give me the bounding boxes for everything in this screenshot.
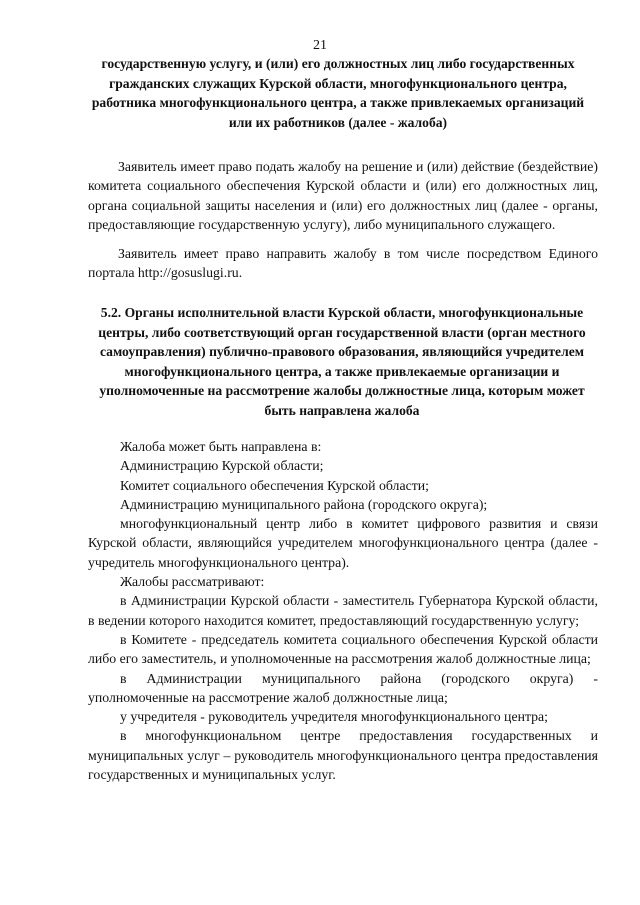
list-item: в Администрации муниципального района (городского округа) - уполномоченные на рассмотрение жалоб должностные лица; [88, 670, 598, 705]
paragraph-portal: Заявитель имеет право направить жалобу в том числе посредством Единого портала http://gosuslugi.ru. [88, 246, 598, 281]
section-heading-5-2: 5.2. Органы исполнительной власти Курской области, многофункциональные центры, либо соответствующий орган государственной власти (орган местного самоуправления) публично-правового образования, являющийся учредителем многофункционального центра, а также привлекаемые организации и уполномоченные на рассмотрение жалобы должностные лица, которым может быть направлена жалоба [98, 305, 586, 418]
list-item: у учредителя - руководитель учредителя многофункционального центра; [120, 709, 549, 725]
list-item: в Администрации Курской области - заместитель Губернатора Курской области, в ведении которого находится комитет, предоставляющий государственную услугу; [88, 593, 598, 628]
list-item: Администрацию муниципального района (городского округа); [120, 496, 488, 512]
list-item: Жалобы рассматривают: [120, 574, 265, 590]
page-number: 21 [313, 38, 327, 53]
list-item: Комитет социального обеспечения Курской области; [120, 477, 429, 493]
list-item: в Комитете - председатель комитета социального обеспечения Курской области либо его заместитель, и уполномоченные на рассмотрения жалоб должностные лица; [88, 631, 598, 667]
complaint-recipients-list [88, 437, 598, 784]
list-item: Администрацию Курской области; [120, 458, 324, 474]
paragraph-right-to-complain: Заявитель имеет право подать жалобу на решение и (или) действие (бездействие) комитета социального обеспечения Курской области и (или) его должностных лиц, органа социальной защиты населения и (или) его должностных лиц (далее - органы, предоставляющие государственную услугу), либо муниципального служащего. [88, 159, 598, 233]
list-item: в многофункциональном центре предоставления государственных и муниципальных услуг – руководитель многофункционального центра предоставления государственных и муниципальных услуг. [88, 728, 598, 783]
section-heading-complaint-subject: государственную услугу, и (или) его должностных лиц либо государственных гражданских служащих Курской области, многофункционального центра, работника многофункционального центра, а также привлекаемых организаций или их работников (далее - жалоба) [91, 56, 585, 130]
list-item: многофункциональный центр либо в комитет цифрового развития и связи Курской области, являющийся учредителем многофункционального центра (далее - учредитель многофункционального центра). [88, 516, 598, 570]
list-item: Жалоба может быть направлена в: [120, 439, 322, 454]
